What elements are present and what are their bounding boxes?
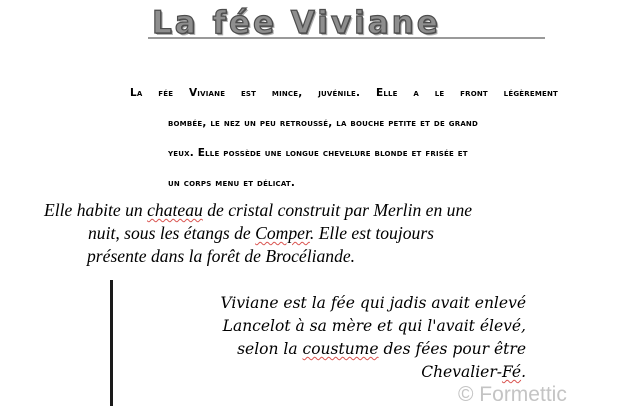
quote-line-1: Viviane est la fée qui jadis avait enlevé: [220, 294, 526, 312]
misspelled-word[interactable]: Comper: [255, 223, 310, 243]
description-line-3: yeux. Elle possède une longue chevelure blonde et frisée et: [168, 147, 468, 159]
quote-paragraph: [130, 292, 526, 384]
description-paragraph: [96, 78, 566, 198]
location-line-2: nuit, sous les étangs de Comper. Elle est toujours: [88, 223, 435, 243]
quote-line-3: selon la coustume des fées pour être: [237, 340, 526, 358]
misspelled-word[interactable]: chateau: [147, 200, 203, 220]
misspelled-word[interactable]: Fé: [501, 363, 522, 381]
location-line-3: présente dans la forêt de Brocéliande.: [87, 246, 356, 266]
title-underline-rule: [148, 37, 545, 39]
description-line-1: La fée Viviane est mince, juvénile. Elle a le front légèrement: [130, 87, 558, 99]
description-line-2: bombée, le nez un peu retroussé, la bouche petite et de grand: [168, 117, 479, 129]
document-title: La fée Viviane: [152, 5, 441, 41]
misspelled-word[interactable]: coustume: [302, 340, 379, 358]
quote-border-bar: [110, 280, 113, 406]
quote-line-4: Chevalier-Fé.: [421, 363, 526, 381]
location-line-1: Elle habite un chateau de cristal construit par Merlin en une: [44, 200, 473, 220]
description-line-4: un corps menu et délicat.: [168, 177, 296, 189]
copyright-watermark: © Formettic: [458, 383, 567, 406]
location-paragraph: [44, 199, 564, 268]
quote-line-2: Lancelot à sa mère et qui l'avait élevé,: [222, 317, 526, 335]
